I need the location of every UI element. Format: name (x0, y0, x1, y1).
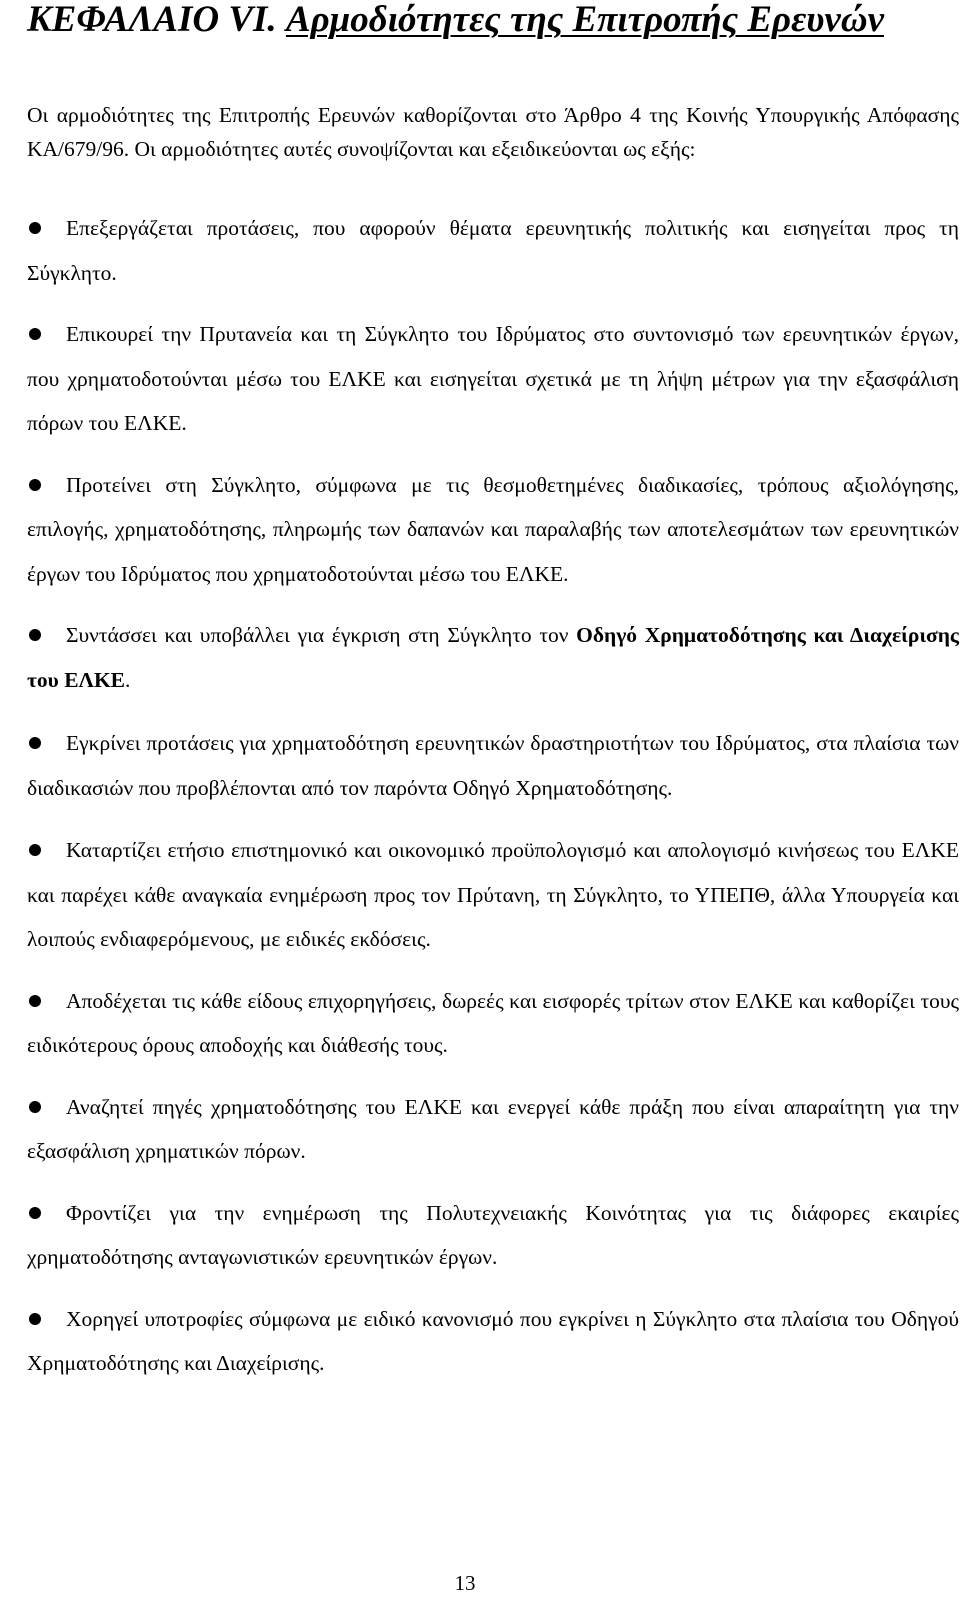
bullet-icon (29, 995, 41, 1007)
list-item (27, 979, 959, 1068)
bullet-icon (29, 479, 41, 491)
list-item-text-lead: Συντάσσει και υποβάλλει για έγκριση στη Σύγκλητο τον (66, 623, 577, 647)
bullet-icon (29, 1313, 41, 1325)
list-item-text: Επικουρεί την Πρυτανεία και τη Σύγκλητο του Ιδρύματος στο συντονισμό των ερευνητικών έργων, που χρηματοδοτούνται μέσω του ΕΛΚΕ και εισηγείται σχετικά με τη λήψη μέτρων για την εξασφάλιση πόρων του ΕΛΚΕ. (27, 322, 959, 435)
intro-paragraph: Οι αρμοδιότητες της Επιτροπής Ερευνών καθορίζονται στο Άρθρο 4 της Κοινής Υπουργικής Απόφασης ΚΑ/679/96. Οι αρμοδιότητες αυτές συνοψίζονται και εξειδικεύονται ως εξής: (27, 103, 959, 161)
list-item-text: Αναζητεί πηγές χρηματοδότησης του ΕΛΚΕ και ενεργεί κάθε πράξη που είναι απαραίτητη για την εξασφάλιση χρηματικών πόρων. (27, 1094, 959, 1163)
list-item-text: Επεξεργάζεται προτάσεις, που αφορούν θέματα ερευνητικής πολιτικής και εισηγείται προς τη Σύγκλητο. (27, 216, 959, 285)
list-item (27, 1191, 959, 1280)
list-item-text: Χορηγεί υποτροφίες σύμφωνα με ειδικό κανονισμό που εγκρίνει η Σύγκλητο στα πλαίσια του Οδηγού Χρηματοδότησης και Διαχείρισης. (27, 1306, 959, 1375)
bullet-icon (29, 629, 41, 641)
list-item-text: Φροντίζει για την ενημέρωση της Πολυτεχνειακής Κοινότητας για τις διάφορες εκαιρίες χρηματοδότησης ανταγωνιστικών ερευνητικών έργων. (27, 1200, 959, 1269)
guide-title-bold: Οδηγό Χρηματοδότησης και Διαχείρισης του ΕΛΚΕ (27, 623, 959, 692)
list-item (27, 206, 959, 295)
list-item-text-tail: . (125, 667, 131, 692)
list-item (27, 1297, 959, 1386)
chapter-heading (27, 0, 884, 42)
list-item (27, 613, 959, 702)
page-number: 13 (454, 1571, 476, 1595)
list-item-text: Εγκρίνει προτάσεις για χρηματοδότηση ερευνητικών δραστηριοτήτων του Ιδρύματος, στα πλαίσια των διαδικασιών που προβλέπονται από τον παρόντα Οδηγό Χρηματοδότησης. (27, 731, 959, 800)
chapter-prefix: ΚΕΦΑΛΑΙΟ VI. (27, 0, 277, 40)
bullet-icon (29, 222, 41, 234)
list-item-text: Προτείνει στη Σύγκλητο, σύμφωνα με τις θεσμοθετημένες διαδικασίες, τρόπους αξιολόγησης, επιλογής, χρηματοδότησης, πληρωμής των δαπανών και παραλαβής των αποτελεσμάτων των ερευνητικών έργων του Ιδρύματος που χρηματοδοτούνται μέσω του ΕΛΚΕ. (27, 472, 959, 586)
chapter-title: Αρμοδιότητες της Επιτροπής Ερευνών (285, 0, 884, 40)
list-item-text: Αποδέχεται τις κάθε είδους επιχορηγήσεις, δωρεές και εισφορές τρίτων στον ΕΛΚΕ και καθορίζει τους ειδικότερους όρους αποδοχής και διάθεσής τους. (27, 988, 959, 1057)
bullet-icon (29, 1101, 41, 1113)
list-item (27, 463, 959, 597)
bullet-icon (29, 1207, 41, 1219)
list-item (27, 828, 959, 962)
list-item-text (27, 613, 959, 702)
competences-list (27, 206, 959, 1404)
list-item (27, 1085, 959, 1174)
list-item-text: Καταρτίζει ετήσιο επιστημονικό και οικονομικό προϋπολογισμό και απολογισμό κινήσεως του ΕΛΚΕ και παρέχει κάθε αναγκαία ενημέρωση προς τον Πρύτανη, τη Σύγκλητο, το ΥΠΕΠΘ, άλλα Υπουργεία και λοιπούς ενδιαφερόμενους, με ειδικές εκδόσεις. (27, 838, 959, 951)
bullet-icon (29, 328, 41, 340)
bullet-icon (29, 844, 41, 856)
list-item (27, 312, 959, 446)
bullet-icon (29, 737, 41, 749)
list-item (27, 721, 959, 810)
